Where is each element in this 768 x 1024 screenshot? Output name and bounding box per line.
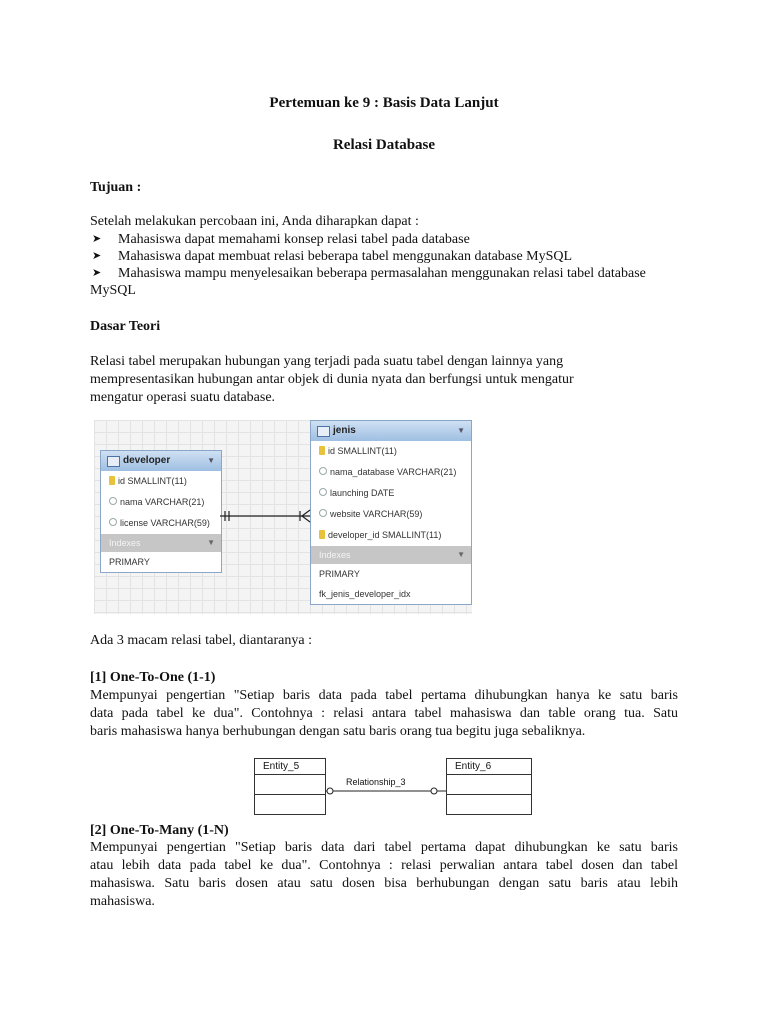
page-title: Pertemuan ke 9 : Basis Data Lanjut	[269, 95, 499, 111]
tujuan-heading: Tujuan :	[90, 180, 142, 195]
column-row: developer_id SMALLINT(11)	[311, 525, 471, 546]
dasar-teori-line-1: Relasi tabel merupakan hubungan yang terjadi pada suatu tabel dengan lainnya yang	[90, 354, 564, 369]
one-to-many-heading: [2] One-To-Many (1-N)	[90, 823, 229, 838]
dasar-teori-line-2: mempresentasikan hubungan antar objek di dunia nyata dan berfungsi untuk mengatur	[90, 372, 574, 387]
dasar-teori-line-3: mengatur operasi suatu database.	[90, 390, 276, 405]
chevron-down-icon: ▼	[207, 538, 215, 547]
developer-table-header: developer ▼	[101, 451, 221, 471]
column-row: website VARCHAR(59)	[311, 504, 471, 525]
arrow-bullet-icon: ➤	[92, 233, 102, 245]
relasi-intro: Ada 3 macam relasi tabel, diantaranya :	[90, 633, 312, 648]
page-subtitle: Relasi Database	[332, 137, 436, 153]
column-row: id SMALLINT(11)	[101, 471, 221, 492]
one-to-one-line-1: Mempunyai pengertian "Setiap baris data pada tabel pertama dihubungkan hanya ke satu baris	[90, 688, 678, 703]
index-row: PRIMARY	[109, 557, 150, 567]
column-row: nama_database VARCHAR(21)	[311, 462, 471, 483]
list-item: ➤ Mahasiswa dapat membuat relasi beberapa tabel menggunakan database MySQL	[92, 249, 573, 264]
chevron-down-icon: ▼	[457, 426, 465, 435]
one-to-one-heading: [1] One-To-One (1-1)	[90, 670, 216, 685]
column-row: launching DATE	[311, 483, 471, 504]
one-to-one-line-2: data pada tabel ke dua". Contohnya : relasi antara tabel mahasiswa dan table orang tua. Satu	[90, 706, 678, 721]
arrow-bullet-icon: ➤	[92, 267, 102, 279]
er-diagram	[94, 420, 472, 614]
list-item: ➤ Mahasiswa dapat memahami konsep relasi tabel pada database	[92, 232, 470, 247]
index-row: fk_jenis_developer_idx	[319, 589, 411, 599]
tujuan-list	[90, 231, 650, 299]
column-row: id SMALLINT(11)	[311, 441, 471, 462]
entity-left: Entity_5	[254, 758, 326, 815]
one-to-many-line-1: Mempunyai pengertian "Setiap baris data dari tabel pertama dapat dihubungkan ke satu baris	[90, 840, 678, 855]
entity-right: Entity_6	[446, 758, 532, 815]
one-to-many-line-4: mahasiswa.	[90, 894, 155, 909]
chevron-down-icon: ▼	[457, 550, 465, 559]
relationship-label: Relationship_3	[346, 777, 406, 787]
dasar-teori-heading: Dasar Teori	[90, 319, 161, 334]
chevron-down-icon: ▼	[207, 456, 215, 465]
list-item: ➤ Mahasiswa mampu menyelesaikan beberapa permasalahan menggunakan relasi tabel database MySQL	[90, 266, 646, 298]
one-to-many-line-2: atau lebih data pada tabel ke dua". Contohnya : relasi perwalian antara tabel dosen dan tabel	[90, 858, 678, 873]
indexes-header: Indexes ▼	[311, 546, 471, 564]
entity-diagram	[254, 756, 532, 818]
relation-connector	[94, 420, 472, 614]
index-row: PRIMARY	[319, 569, 360, 579]
one-to-many-line-3: mahasiswa. Satu baris dosen atau satu dosen bisa berhubungan dengan satu baris atau lebih	[90, 876, 678, 891]
column-row: nama VARCHAR(21)	[101, 492, 221, 513]
indexes-header: Indexes ▼	[101, 534, 221, 552]
column-row: license VARCHAR(59)	[101, 513, 221, 534]
jenis-table-header: jenis ▼	[311, 421, 471, 441]
one-to-one-line-3: baris mahasiswa hanya berhubungan dengan satu baris orang tua begitu juga sebaliknya.	[90, 724, 586, 739]
tujuan-intro: Setelah melakukan percobaan ini, Anda diharapkan dapat :	[90, 214, 419, 229]
arrow-bullet-icon: ➤	[92, 250, 102, 262]
